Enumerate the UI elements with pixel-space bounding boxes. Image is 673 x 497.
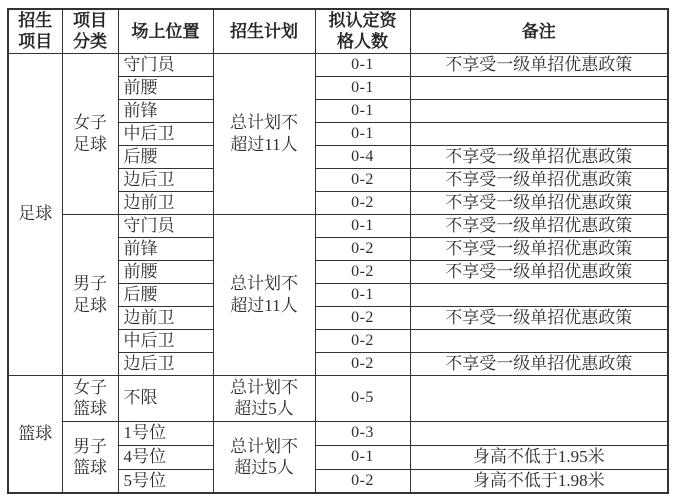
plan-cell: 总计划不超过11人 [213,214,315,375]
position-cell: 1号位 [118,421,213,445]
table-row [8,53,668,76]
remark-cell [410,122,668,145]
remark-cell [410,99,668,122]
position-cell: 守门员 [118,214,213,237]
sport-cell: 篮球 [8,375,62,493]
category-cell: 女子篮球 [62,375,118,421]
header-category: 项目分类 [62,9,118,53]
position-cell: 边前卫 [118,306,213,329]
recruitment-table [7,8,669,494]
position-cell: 边前卫 [118,191,213,214]
quota-cell: 0-1 [315,283,410,306]
position-cell: 前腰 [118,260,213,283]
quota-cell: 0-2 [315,306,410,329]
header-row [8,9,668,53]
quota-cell: 0-3 [315,421,410,445]
remark-cell: 不享受一级单招优惠政策 [410,237,668,260]
position-cell: 边后卫 [118,352,213,375]
remark-cell: 不享受一级单招优惠政策 [410,260,668,283]
position-cell: 后腰 [118,145,213,168]
position-cell: 不限 [118,375,213,421]
remark-cell: 不享受一级单招优惠政策 [410,53,668,76]
table-row [8,421,668,445]
table-row [8,375,668,421]
remark-cell: 不享受一级单招优惠政策 [410,168,668,191]
header-plan: 招生计划 [213,9,315,53]
header-position: 场上位置 [118,9,213,53]
quota-cell: 0-2 [315,469,410,493]
header-quota: 拟认定资格人数 [315,9,410,53]
remark-cell [410,329,668,352]
header-remark: 备注 [410,9,668,53]
remark-cell: 不享受一级单招优惠政策 [410,145,668,168]
quota-cell: 0-2 [315,329,410,352]
quota-cell: 0-1 [315,99,410,122]
plan-cell: 总计划不超过11人 [213,53,315,214]
header-sport: 招生项目 [8,9,62,53]
table-row [8,214,668,237]
quota-cell: 0-1 [315,214,410,237]
remark-cell: 不享受一级单招优惠政策 [410,191,668,214]
sport-cell: 足球 [8,53,62,375]
position-cell: 前锋 [118,237,213,260]
quota-cell: 0-4 [315,145,410,168]
remark-cell: 不享受一级单招优惠政策 [410,306,668,329]
position-cell: 中后卫 [118,329,213,352]
position-cell: 中后卫 [118,122,213,145]
category-cell: 男子篮球 [62,421,118,493]
position-cell: 4号位 [118,445,213,469]
position-cell: 5号位 [118,469,213,493]
remark-cell [410,421,668,445]
plan-cell: 总计划不超过5人 [213,421,315,493]
remark-cell [410,283,668,306]
quota-cell: 0-1 [315,53,410,76]
quota-cell: 0-2 [315,352,410,375]
plan-cell: 总计划不超过5人 [213,375,315,421]
category-cell: 男子足球 [62,214,118,375]
position-cell: 边后卫 [118,168,213,191]
remark-cell [410,76,668,99]
quota-cell: 0-1 [315,76,410,99]
position-cell: 守门员 [118,53,213,76]
position-cell: 后腰 [118,283,213,306]
quota-cell: 0-2 [315,237,410,260]
quota-cell: 0-2 [315,260,410,283]
quota-cell: 0-1 [315,445,410,469]
remark-cell: 不享受一级单招优惠政策 [410,352,668,375]
remark-cell: 身高不低于1.98米 [410,469,668,493]
position-cell: 前腰 [118,76,213,99]
quota-cell: 0-1 [315,122,410,145]
remark-cell: 身高不低于1.95米 [410,445,668,469]
position-cell: 前锋 [118,99,213,122]
remark-cell [410,375,668,421]
category-cell: 女子足球 [62,53,118,214]
quota-cell: 0-5 [315,375,410,421]
quota-cell: 0-2 [315,168,410,191]
remark-cell: 不享受一级单招优惠政策 [410,214,668,237]
quota-cell: 0-2 [315,191,410,214]
